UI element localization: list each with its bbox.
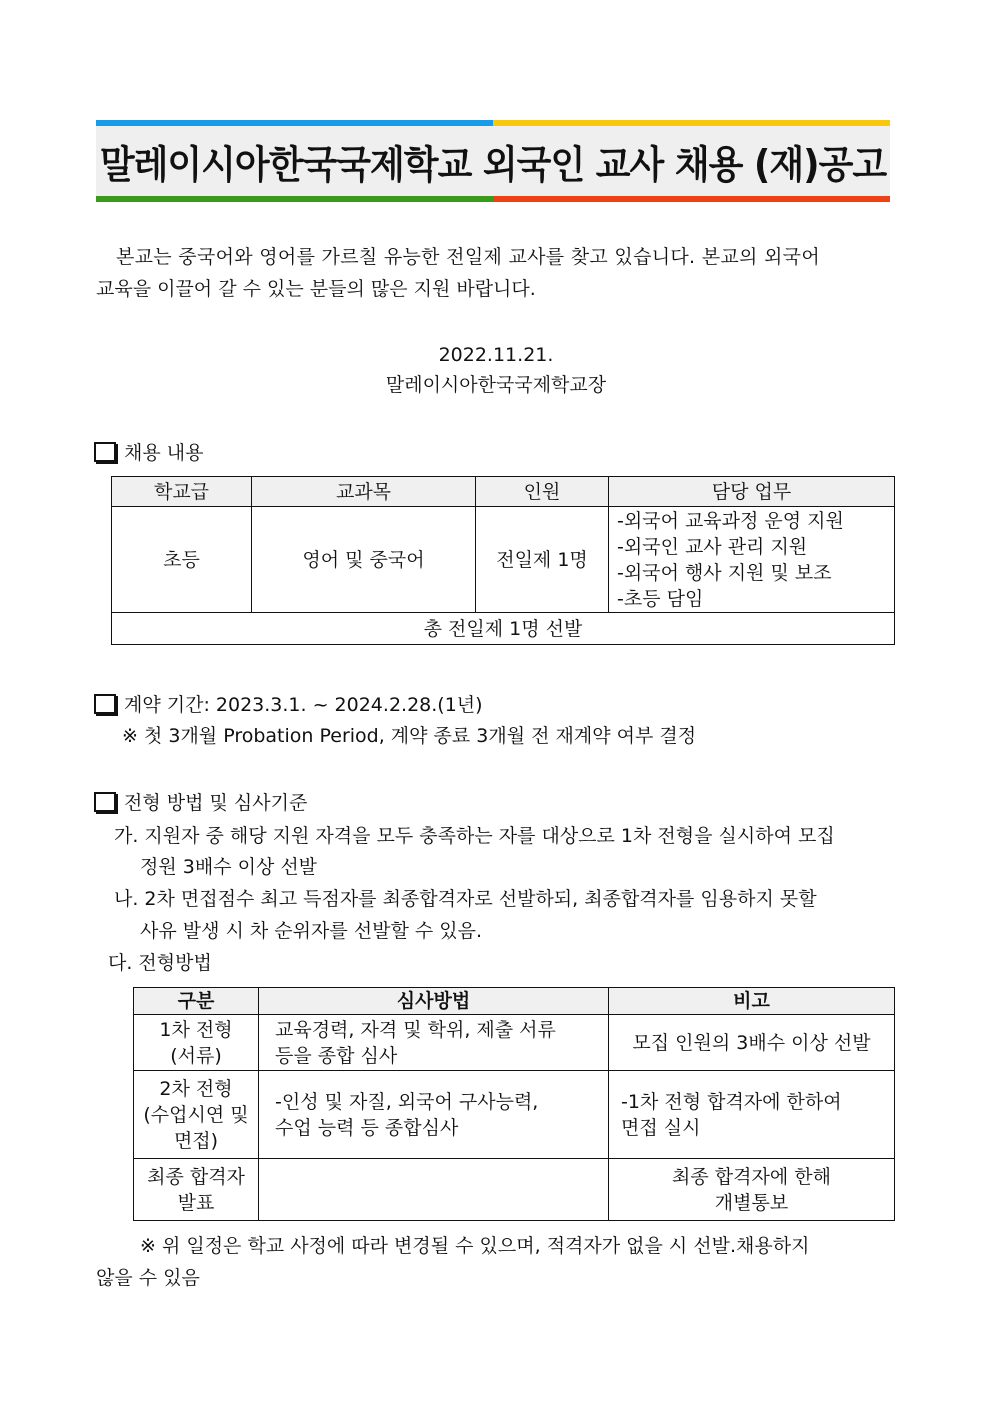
- banner-bar-yellow: [493, 120, 890, 126]
- cell-total: 총 전일제 1명 선발: [112, 613, 895, 645]
- table-row: [134, 1071, 895, 1159]
- cell-remark: [609, 1159, 895, 1221]
- category-line: 면접): [173, 1129, 219, 1152]
- cell-method: [259, 1071, 609, 1159]
- page-title: 말레이시아한국국제학교 외국인 교사 채용 (재)공고: [99, 143, 887, 188]
- notice-date: 2022.11.21.: [438, 344, 554, 366]
- header-subject: 교과목: [252, 477, 476, 507]
- cell-remark: [609, 1015, 895, 1071]
- cell-method: [259, 1015, 609, 1071]
- banner-bar-green: [96, 196, 493, 202]
- category-line: (수업시연 및: [143, 1103, 249, 1126]
- duty-item: -외국인 교사 관리 지원: [617, 535, 808, 558]
- section-recruitment: [94, 438, 203, 465]
- table-row: [134, 1015, 895, 1071]
- category-line: 최종 합격자: [147, 1165, 245, 1188]
- header-category: 구분: [134, 988, 259, 1015]
- duty-item: -초등 담임: [617, 587, 704, 610]
- cell-school-level: 초등: [112, 507, 252, 613]
- section-heading: 전형 방법 및 심사기준: [124, 792, 308, 814]
- section-contract: [94, 690, 483, 717]
- header-method: 심사방법: [259, 988, 609, 1015]
- header-remark: 비고: [609, 988, 895, 1015]
- contract-note: ※ 첫 3개월 Probation Period, 계약 종료 3개월 전 재계약 여부 결정: [122, 725, 697, 747]
- selection-item-na-line1: 나. 2차 면접점수 최고 득점자를 최종합격자로 선발하되, 최종합격자를 임용하지 못할: [114, 888, 817, 910]
- cell-category: [134, 1159, 259, 1221]
- selection-method-table: [133, 987, 895, 1221]
- footnote-line-2: 않을 수 있음: [96, 1267, 200, 1289]
- checkbox-square-icon: [94, 694, 116, 714]
- signer: 말레이시아한국국제학교장: [385, 374, 607, 396]
- cell-method-empty: [259, 1159, 609, 1221]
- section-heading: 채용 내용: [124, 442, 204, 464]
- selection-item-na-line2: 사유 발생 시 차 순위자를 선발할 수 있음.: [140, 920, 482, 942]
- section-heading: 계약 기간: 2023.3.1. ~ 2024.2.28.(1년): [124, 694, 483, 716]
- intro-line-1: 본교는 중국어와 영어를 가르칠 유능한 전일제 교사를 찾고 있습니다. 본교의 외국어: [116, 246, 820, 268]
- remark-line: -1차 전형 합격자에 한하여: [621, 1090, 842, 1113]
- cell-category: [134, 1015, 259, 1071]
- category-line: 발표: [177, 1191, 215, 1214]
- cell-remark: [609, 1071, 895, 1159]
- cell-duties: [609, 507, 895, 613]
- category-line: (서류): [170, 1044, 222, 1067]
- table-row: [134, 1159, 895, 1221]
- header-headcount: 인원: [476, 477, 609, 507]
- cell-subject: 영어 및 중국어: [252, 507, 476, 613]
- remark-line: 면접 실시: [621, 1116, 701, 1139]
- category-line: 2차 전형: [159, 1077, 233, 1100]
- method-line: 교육경력, 자격 및 학위, 제출 서류: [275, 1018, 556, 1041]
- footnote-line-1: ※ 위 일정은 학교 사정에 따라 변경될 수 있으며, 적격자가 없을 시 선발.채용하지: [140, 1235, 810, 1257]
- method-line: -인성 및 자질, 외국어 구사능력,: [275, 1090, 539, 1113]
- title-banner: [96, 120, 890, 202]
- header-duties: 담당 업무: [609, 477, 895, 507]
- selection-sub-heading: 다. 전형방법: [108, 952, 212, 974]
- method-line: 등을 종합 심사: [275, 1044, 398, 1067]
- cell-headcount: 전일제 1명: [476, 507, 609, 613]
- category-line: 1차 전형: [159, 1018, 233, 1041]
- intro-line-2: 교육을 이끌어 갈 수 있는 분들의 많은 지원 바랍니다.: [96, 278, 536, 300]
- remark-line: 모집 인원의 3배수 이상 선발: [632, 1031, 871, 1054]
- remark-line: 개별통보: [714, 1191, 789, 1214]
- selection-item-ga-line1: 가. 지원자 중 해당 지원 자격을 모두 충족하는 자를 대상으로 1차 전형을 실시하여 모집: [114, 825, 835, 847]
- checkbox-square-icon: [94, 442, 116, 462]
- method-line: 수업 능력 등 종합심사: [275, 1116, 459, 1139]
- header-school-level: 학교급: [112, 477, 252, 507]
- cell-category: [134, 1071, 259, 1159]
- duty-item: -외국어 행사 지원 및 보조: [617, 561, 832, 584]
- recruitment-table: [111, 476, 895, 645]
- duty-item: -외국어 교육과정 운영 지원: [617, 509, 844, 532]
- remark-line: 최종 합격자에 한해: [672, 1165, 831, 1188]
- banner-bar-blue: [96, 120, 493, 126]
- selection-item-ga-line2: 정원 3배수 이상 선발: [140, 856, 318, 878]
- section-selection: [94, 788, 307, 815]
- checkbox-square-icon: [94, 792, 116, 812]
- banner-bar-red: [493, 196, 890, 202]
